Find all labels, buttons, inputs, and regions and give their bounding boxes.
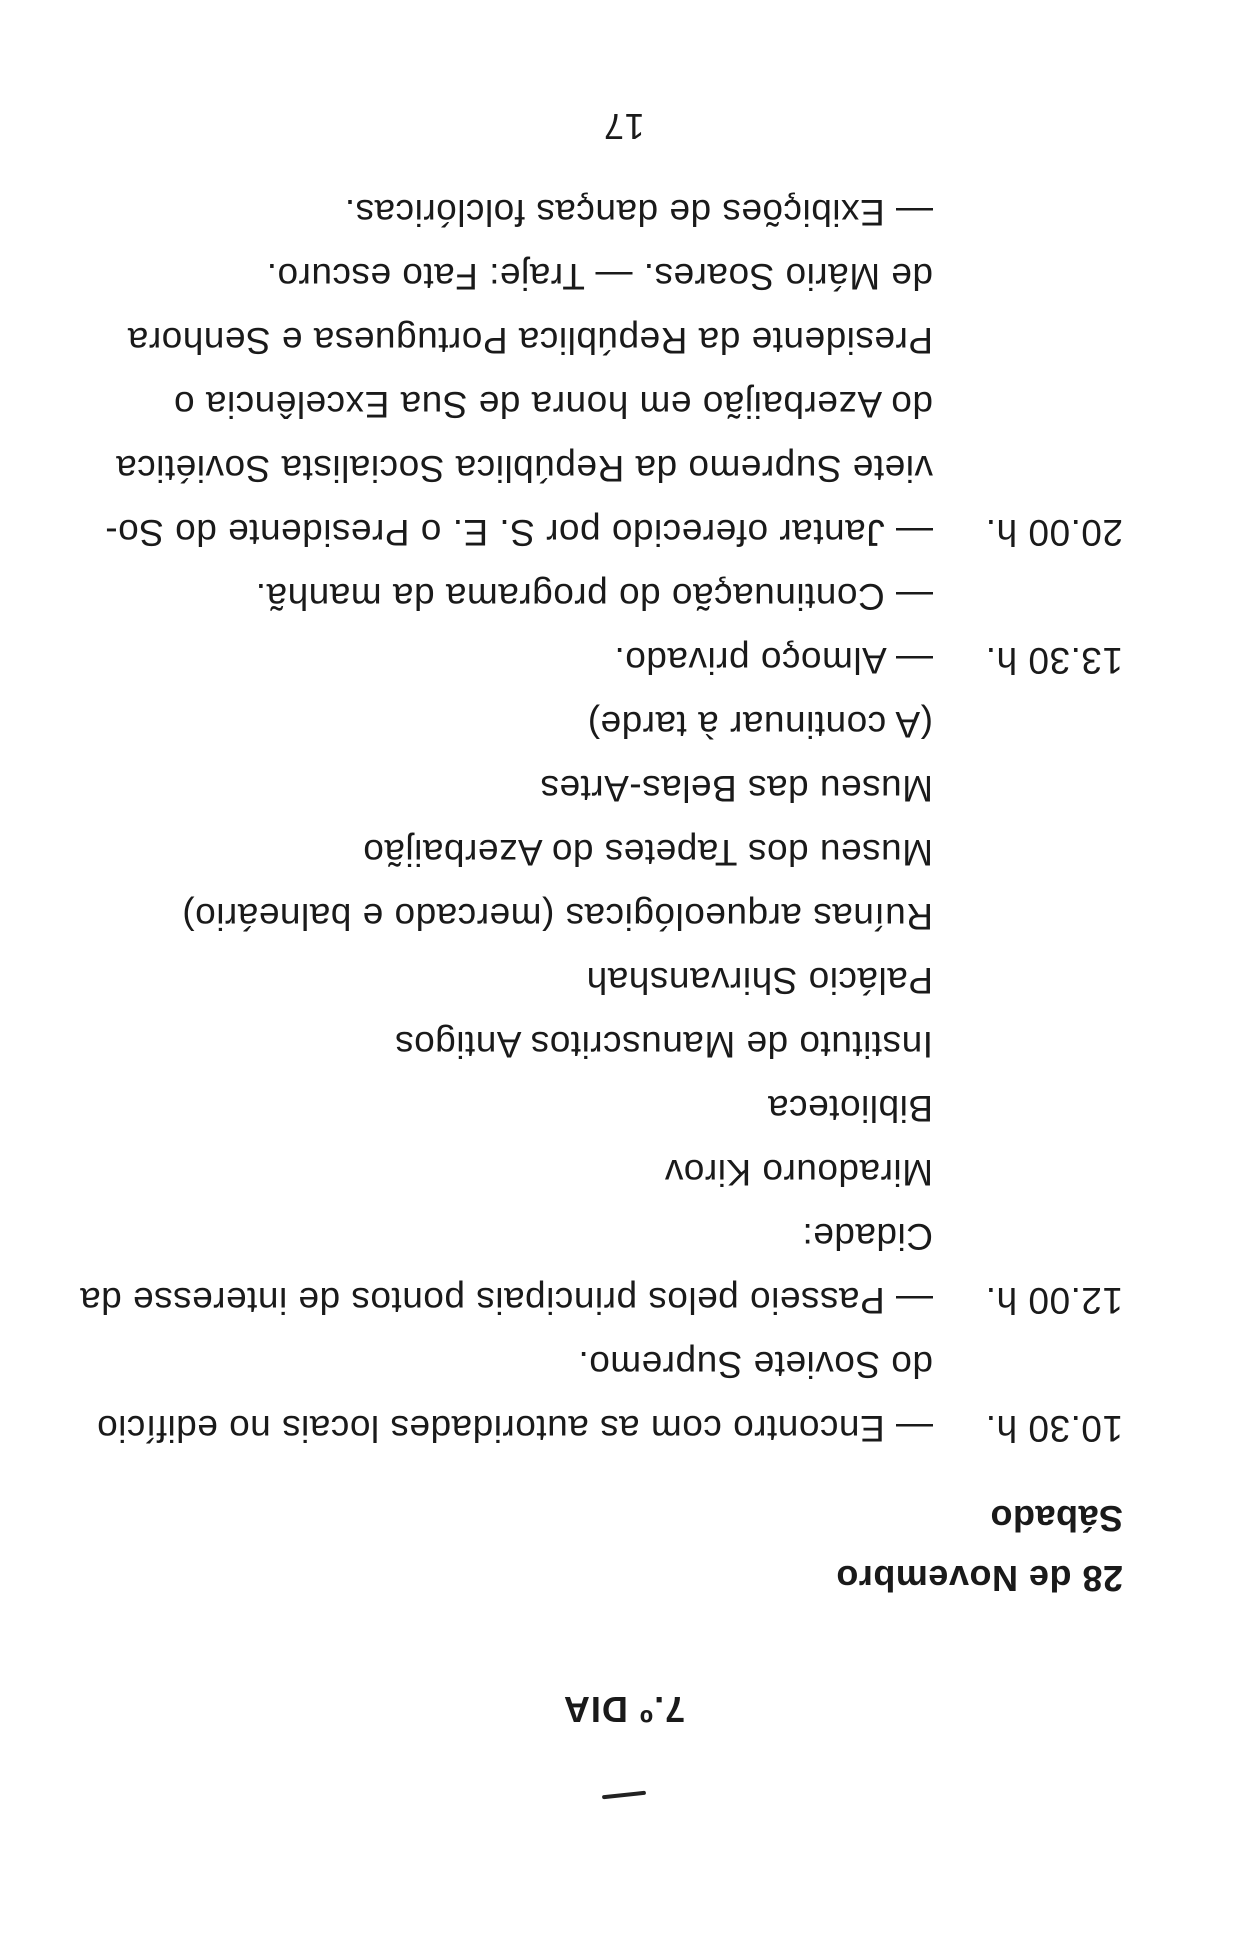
schedule-line [93, 436, 1123, 500]
schedule-text: — Encontro com as autoridades locais no edifício [96, 1408, 933, 1449]
schedule-line [93, 692, 1123, 756]
schedule-line [93, 1332, 1123, 1396]
schedule-line [93, 820, 1123, 884]
schedule-line [93, 1140, 1123, 1204]
schedule-text: de Mário Soares. — Traje: Fato escuro. [266, 256, 933, 297]
schedule-line [93, 372, 1123, 436]
schedule-text: do Azerbaijão em honra de Sua Excelência o [173, 384, 933, 425]
schedule-text: viete Supremo da República Socialista Soviética [115, 448, 933, 489]
schedule-text: Ruínas arqueológicas (mercado e balneário) [181, 896, 933, 937]
schedule-text: Biblioteca [767, 1088, 933, 1129]
schedule-line [93, 1396, 1123, 1460]
schedule-text: — Exibições de danças folclóricas. [344, 192, 933, 233]
schedule-text: Presidente da República Portuguesa e Senhora [127, 320, 933, 361]
schedule-time: 12.00 h. [985, 1280, 1123, 1321]
schedule-line [93, 244, 1123, 308]
schedule-text: Museu das Belas-Artes [539, 768, 933, 809]
schedule-line [93, 1012, 1123, 1076]
schedule-list [79, 180, 1123, 1460]
schedule-text: Palácio Shirvanshah [586, 960, 933, 1001]
date-block [836, 1488, 1123, 1608]
date-heading: 28 de Novembro [835, 1558, 1123, 1599]
schedule-text: — Continuação do programa da manhã. [255, 576, 933, 617]
schedule-text: — Jantar oferecido por S. E. o Presidente do So- [104, 512, 933, 553]
page-number: 17 [603, 106, 645, 147]
schedule-text: Instituto de Manuscritos Antigos [394, 1024, 933, 1065]
schedule-line [93, 1076, 1123, 1140]
schedule-text: — Almoço privado. [613, 640, 933, 681]
schedule-line [93, 500, 1123, 564]
schedule-text: Cidade: [801, 1216, 933, 1257]
schedule-text: — Passeio pelos principais pontos de interesse da [79, 1280, 933, 1321]
schedule-time: 20.00 h. [985, 512, 1123, 553]
day-title: 7.º DIA [562, 1689, 686, 1730]
schedule-line [79, 1268, 1123, 1332]
schedule-text: do Soviete Supremo. [577, 1344, 933, 1385]
schedule-text: Museu dos Tapetes do Azerbaijão [362, 832, 933, 873]
schedule-line [93, 628, 1123, 692]
schedule-time: 10.30 h. [985, 1408, 1123, 1449]
schedule-line [93, 948, 1123, 1012]
schedule-time: 13.30 h. [985, 640, 1123, 681]
schedule-line [93, 308, 1123, 372]
ornament-dash [0, 1761, 1248, 1825]
weekday-heading: Sábado [989, 1498, 1123, 1539]
schedule-text: Miradouro Kirov [664, 1152, 933, 1193]
schedule-line [93, 756, 1123, 820]
schedule-line [93, 564, 1123, 628]
schedule-line [93, 1204, 1123, 1268]
schedule-line [93, 884, 1123, 948]
schedule-line [93, 180, 1123, 244]
schedule-text: (A continuar à tarde) [587, 704, 933, 745]
